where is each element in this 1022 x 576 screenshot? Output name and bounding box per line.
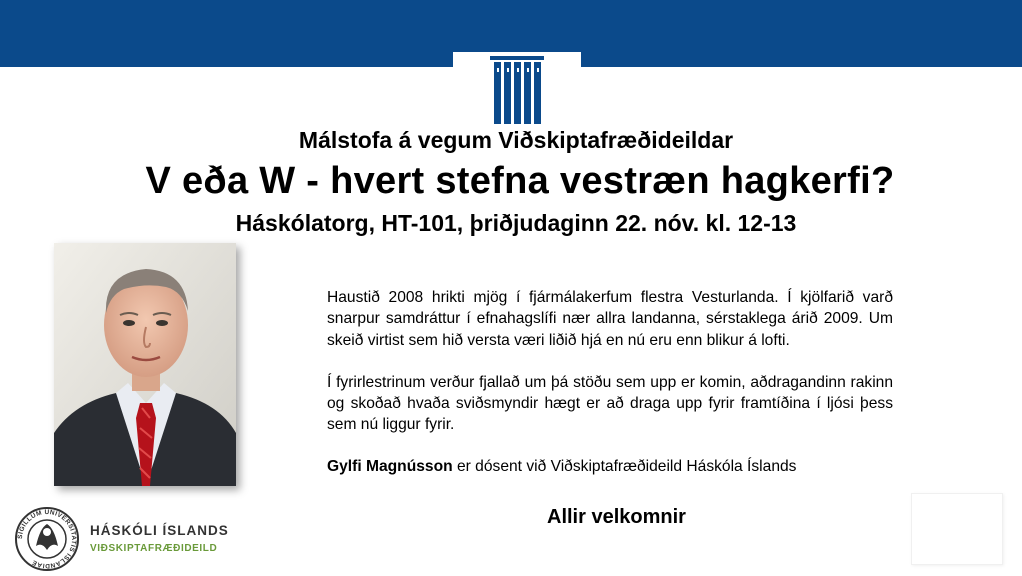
- department-name: VIÐSKIPTAFRÆÐIDEILD: [90, 543, 218, 554]
- university-name: HÁSKÓLI ÍSLANDS: [90, 523, 229, 538]
- speaker-name: Gylfi Magnússon: [327, 458, 453, 475]
- description-paragraph: Í fyrirlestrinum verður fjallað um þá stöðu sem upp er komin, aðdragandinn rakinn og skoðað hvaða sviðsmyndir hægt er að draga upp fyrir framtíðina í ljósi þess sem nú liggur fyrir.: [327, 373, 893, 434]
- event-title: V eða W - hvert stefna vestræn hagkerfi?: [145, 160, 895, 202]
- event-venue: Háskólatorg, HT-101, þriðjudaginn 22. nóv. kl. 12-13: [235, 210, 797, 236]
- seal-text: SIGILLUM UNIVERSITATIS ISLANDIAE: [16, 508, 78, 570]
- event-description: [327, 287, 893, 457]
- speaker-description: er dósent við Viðskiptafræðideild Háskóla Íslands: [452, 458, 797, 475]
- event-subtitle: Málstofa á vegum Viðskiptafræðideildar: [298, 127, 734, 153]
- speaker-bio: [327, 458, 907, 476]
- speaker-photo: [54, 243, 236, 486]
- corner-placeholder: [911, 493, 1003, 565]
- university-emblem-icon: [453, 52, 581, 124]
- description-paragraph: Haustið 2008 hrikti mjög í fjármálakerfum flestra Vesturlanda. Í kjölfarið varð snarpur samdráttur í efnahagslífi nær allra landanna, sérstaklega árið 2009. Um skeið virtist sem hið versta væri liðið hjá en nú eru enn blikur á lofti.: [327, 289, 893, 349]
- welcome-text: Allir velkomnir: [547, 506, 686, 528]
- university-seal-icon: [14, 506, 80, 572]
